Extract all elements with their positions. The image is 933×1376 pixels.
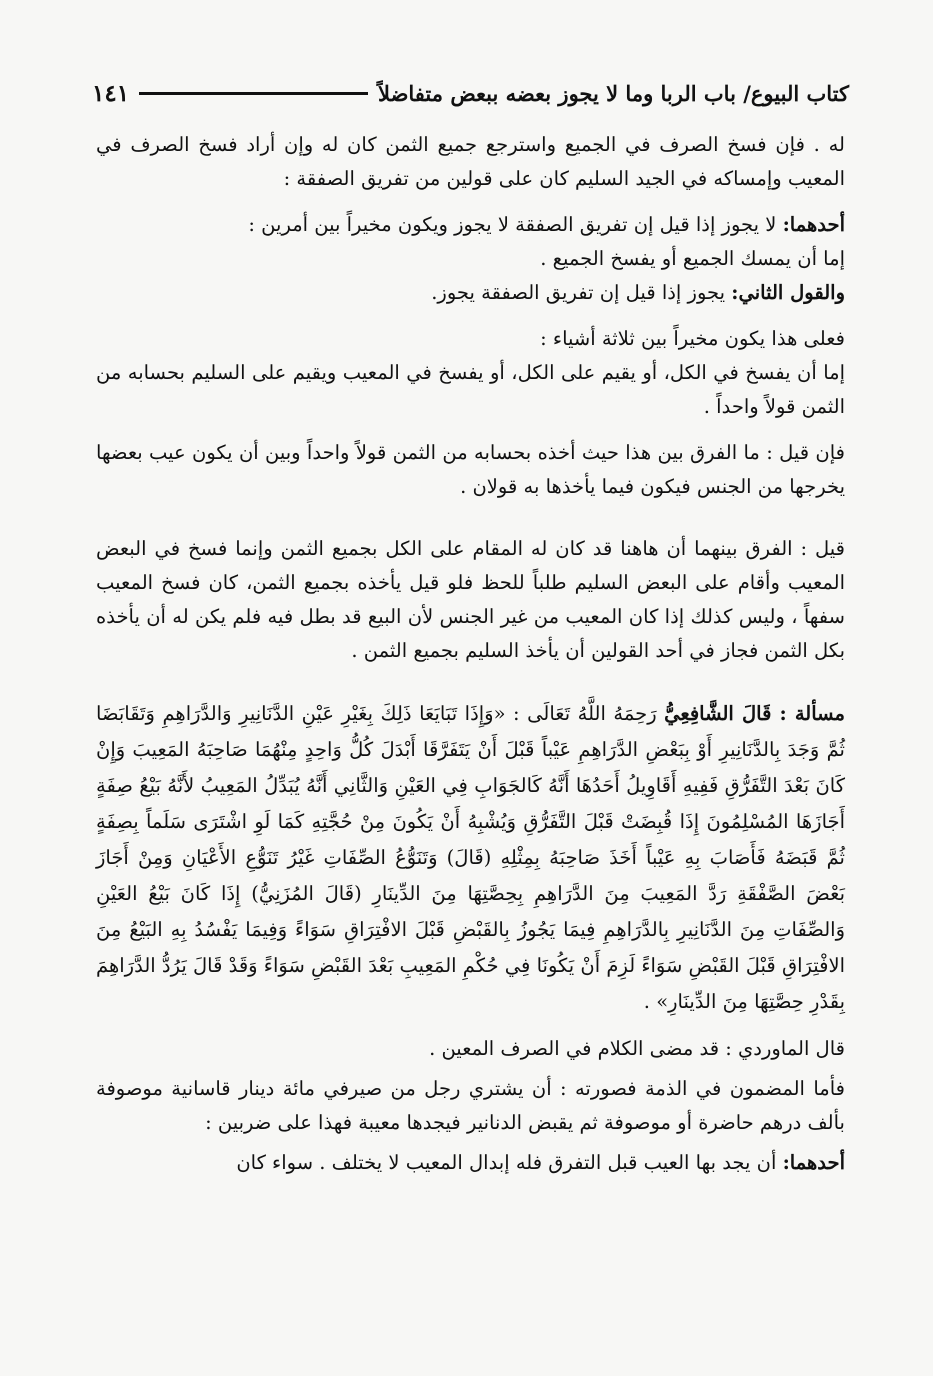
paragraph-7: فإن قيل : ما الفرق بين هذا حيث أخذه بحسابه من الثمن قولاً واحداً وبين أن يكون عيب بعضها يخرجها من الجنس فيكون فيما يأخذها به قولان .	[96, 441, 846, 498]
paragraph-11-text: أن يجد بها العيب قبل التفرق فله إبدال المعيب لا يختلف . سواء كان	[236, 1151, 777, 1174]
paragraph-11	[96, 1146, 845, 1180]
paragraph-4-text: يجوز إذا قيل إن تفريق الصفقة يجوز.	[431, 281, 726, 304]
paragraph-9: قال الماوردي : قد مضى الكلام في الصرف المعين .	[429, 1037, 845, 1060]
paragraph-2	[96, 208, 845, 242]
paragraph-4	[96, 276, 845, 310]
paragraph-10: فأما المضمون في الذمة فصورته : أن يشتري رجل من صيرفي مائة دينار قاسانية موصوفة بألف درهم حاضرة أو موصوفة ثم يقبض الدنانير فيجدها معيبة فهذا على ضربين :	[96, 1077, 845, 1134]
paragraph-6: إما أن يفسخ في الكل، أو يقيم على الكل، أو يفسخ في المعيب ويقيم على السليم بحسابه من الثمن قولاً واحداً .	[96, 361, 845, 418]
paragraph-5: فعلى هذا يكون مخيراً بين ثلاثة أشياء :	[540, 327, 845, 350]
paragraph-2-label: أحدهما:	[782, 213, 845, 236]
paragraph-2-text: لا يجوز إذا قيل إن تفريق الصفقة لا يجوز ويكون مخيراً بين أمرين :	[248, 213, 777, 236]
running-title: كتاب البيوع/ باب الربا وما لا يجوز بعضه ببعض متفاضلاً	[378, 80, 849, 106]
page-number: ١٤١	[92, 79, 130, 107]
paragraph-3: إما أن يمسك الجميع أو يفسخ الجميع .	[540, 247, 845, 270]
header-rule	[139, 92, 368, 95]
masala-label: مسألة : قَالَ الشَّافِعِيُّ	[664, 702, 845, 725]
paragraph-1: له . فإن فسخ الصرف في الجميع واسترجع جميع الثمن كان له وإن أراد فسخ الصرف في المعيب وإمساكه في الجيد السليم كان على قولين من تفريق الصفقة :	[96, 133, 845, 190]
page-body	[96, 128, 845, 1180]
masala-paragraph	[96, 696, 845, 1020]
masala-text: رَحِمَهُ اللَّهُ تَعَالَى : «وَإِذَا تَبَايَعَا ذَلِكَ بِغَيْرِ عَيْنِ الدَّنَانِيرِ وَالدَّرَاهِمِ وَتَقَابَضَا ثُمَّ وَجَدَ بِالدَّنَانِيرِ أَوْ بِبَعْضِ الدَّرَاهِمِ عَيْباً قَبْلَ أَنْ يَتَفَرَّقَا أَبْدَلَ كُلُّ وَاحِدٍ مِنْهُمَا صَاحِبَهُ المَعِيبَ وَإِنْ كَانَ بَعْدَ التَّفَرُّقِ فَفِيهِ أَقَاوِيلُ أَحَدُهَا أَنَّهُ كَالجَوَابِ فِي العَيْنِ وَالثَّانِي أَنَّهُ يُبَدِّلُ المَعِيبُ لأَنَّهُ بَيْعُ صِفَةٍ أَجَازَهَا المُسْلِمُونَ إِذَا قُبِضَتْ قَبْلَ التَّفَرُّقِ وَيُشْبِهُ أَنْ يَكُونَ مِنْ حُجَّتِهِ كَمَا لَوِ اشْتَرَى سَلَماً بِصِفَةٍ ثُمَّ قَبَضَهُ فَأَصَابَ بِهِ عَيْباً أَخَذَ صَاحِبَهُ بِمِثْلِهِ (قَالَ) وَتَنَوُّعُ الصِّفَاتِ غَيْرُ تَنَوُّعِ الأَعْيَانِ وَمِنْ أَجَازَ بَعْضَ الصَّفْقَةِ رَدَّ المَعِيبَ مِنَ الدَّرَاهِمِ بِحِصَّتِهَا مِنَ الدِّينَارِ (قَالَ المُزَنِيُّ) إِذَا كَانَ بَيْعُ العَيْنِ وَالصِّفَاتِ مِنَ الدَّنَانِيرِ بِالدَّرَاهِمِ فِيمَا يَجُوزُ بِالقَبْضِ قَبْلَ الافْتِرَاقِ سَوَاءً وَفِيمَا يَفْسُدُ بِهِ البَيْعُ مِنَ الافْتِرَاقِ قَبْلَ القَبْضِ سَوَاءً لَزِمَ أَنْ يَكُونَا فِي حُكْمِ المَعِيبِ بَعْدَ القَبْضِ سَوَاءً وَقَدْ قَالَ يَرُدُّ الدَّرَاهِمَ بِقَدْرِ حِصَّتِهَا مِنَ الدِّينَارِ» .	[96, 702, 845, 1013]
paragraph-4-label: والقول الثاني:	[731, 281, 845, 304]
page-header	[92, 76, 849, 110]
paragraph-8: قيل : الفرق بينهما أن هاهنا قد كان له المقام على الكل بجميع الثمن وإنما فسخ في البعض المعيب وأقام على البعض السليم طلباً للحظ فلو قيل يأخذه بجميع الثمن، كان فسخ المعيب سفهاً ، وليس كذلك إذا كان المعيب من غير الجنس لأن البيع قد بطل فيه فلم يكن له أن يأخذه بكل الثمن فجاز في أحد القولين أن يأخذ السليم بجميع الثمن .	[96, 537, 845, 662]
paragraph-11-label: أحدهما:	[782, 1151, 845, 1174]
